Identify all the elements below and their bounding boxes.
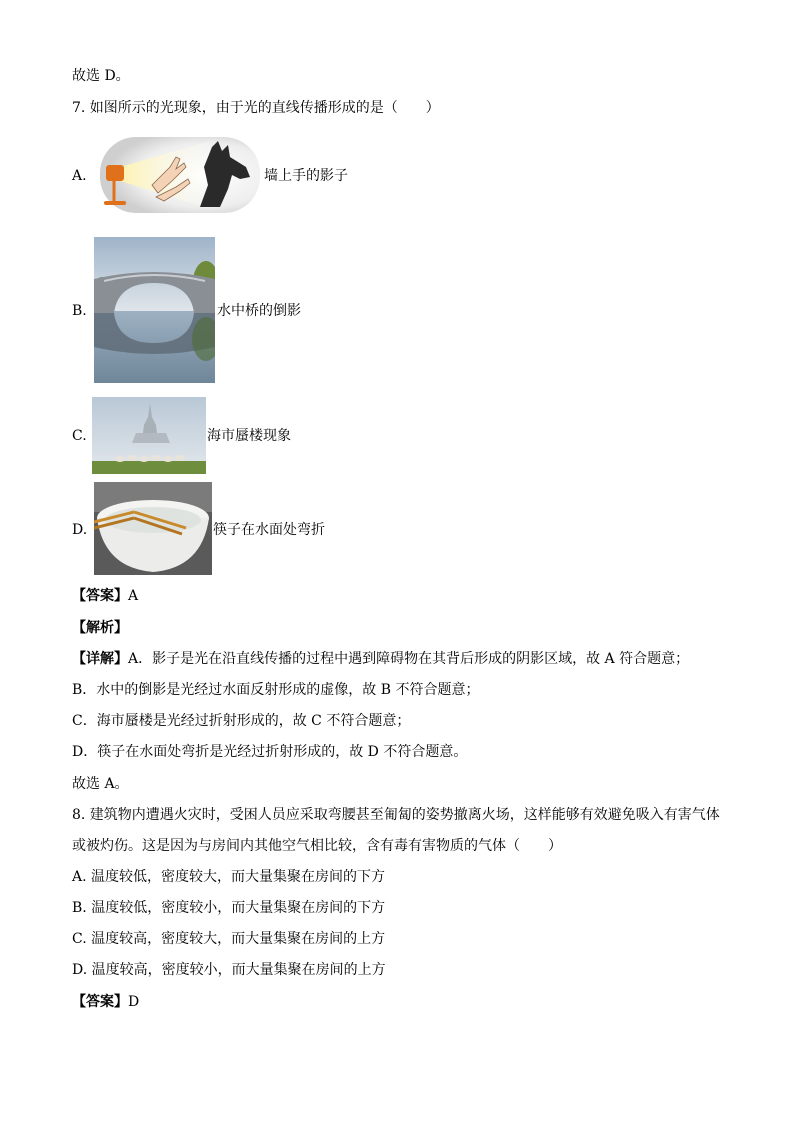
detail-explanation-b: B．水中的倒影是光经过水面反射形成的虚像，故 B 不符合题意；	[72, 682, 480, 698]
q7-option-b-letter: B.	[72, 303, 87, 319]
detail-label: 【详解】	[72, 651, 128, 667]
question-8-stem-line1: 8. 建筑物内遭遇火灾时，受困人员应采取弯腰甚至匍匐的姿势撤离火场，这样能够有效避免吸入有害气体	[72, 807, 720, 823]
q7-option-d-text: 筷子在水面处弯折	[213, 522, 325, 538]
answer-8	[72, 992, 139, 1012]
q8-option-b: B. 温度较低，密度较小，而大量集聚在房间的下方	[72, 900, 386, 916]
question-8-stem-line2: 或被灼伤。这是因为与房间内其他空气相比较，含有毒有害物质的气体（ ）	[72, 838, 562, 854]
answer-label: 【答案】	[72, 588, 128, 604]
q7-option-b-text: 水中桥的倒影	[217, 303, 301, 319]
question-7-stem: 7. 如图所示的光现象，由于光的直线传播形成的是（ ）	[72, 100, 440, 116]
previous-answer-line: 故选 D。	[72, 68, 130, 84]
bridge-reflection-image	[94, 237, 215, 383]
answer-value: A	[128, 588, 139, 604]
detail-explanation-c: C．海市蜃楼是光经过折射形成的，故 C 不符合题意；	[72, 713, 411, 729]
detail-explanation-a	[72, 649, 689, 669]
chopsticks-bowl-image	[94, 482, 212, 575]
q7-option-a-text: 墙上手的影子	[264, 168, 348, 184]
q8-option-d: D. 温度较高，密度较小，而大量集聚在房间的上方	[72, 962, 386, 978]
select-answer-7: 故选 A。	[72, 776, 129, 792]
answer-7	[72, 586, 138, 606]
q7-option-c-letter: C.	[72, 428, 87, 444]
detail-explanation-d: D．筷子在水面处弯折是光经过折射形成的，故 D 不符合题意。	[72, 744, 468, 760]
shadow-puppet-image	[100, 137, 260, 213]
q8-option-c: C. 温度较高，密度较大，而大量集聚在房间的上方	[72, 931, 386, 947]
answer-value: D	[128, 994, 140, 1010]
q7-option-c-text: 海市蜃楼现象	[207, 428, 291, 444]
q8-option-a: A. 温度较低，密度较大，而大量集聚在房间的下方	[72, 869, 386, 885]
detail-text-a: A．影子是光在沿直线传播的过程中遇到障碍物在其背后形成的阴影区域，故 A 符合题意；	[128, 651, 690, 667]
q7-option-d-letter: D.	[72, 522, 88, 538]
analysis-heading: 【解析】	[72, 620, 128, 636]
q7-option-a-letter: A.	[72, 168, 87, 184]
answer-label: 【答案】	[72, 994, 128, 1010]
mirage-image	[92, 397, 206, 474]
